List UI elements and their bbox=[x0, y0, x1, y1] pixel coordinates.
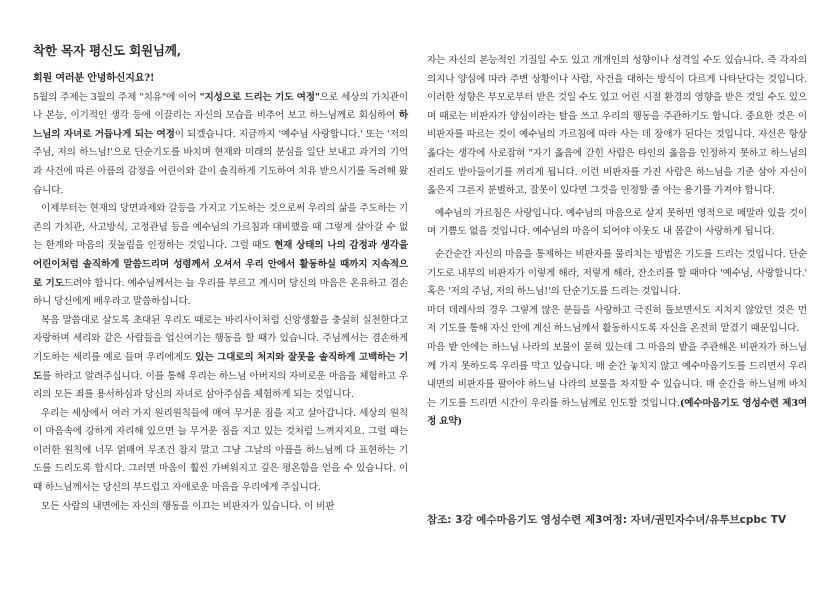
paragraph-1: 5월의 주제는 3월의 주제 "치유"에 이어 "지성으로 드리는 기도 여정"으로 세상의 가치관이나 본능, 이기적인 생각 등에 이끌리는 자신의 모습을 비추어 보고 하느님께로 회심하여 하느님의 자녀로 거듭나게 되는 여정이 되겠습니다. 지금까지 '예수님 사랑합니다.' 또는 '저의 주님, 저의 하느님!'으로 단순기도를 바치며 현재와 미래의 분심을 일단 보내고 과거의 기억과 사건에 따른 아픔의 감정을 어린이와 같이 솔직하게 기도하여 치유 받으시기를 독려해 왔습니다. bbox=[33, 91, 409, 196]
paragraph-8: 순간순간 자신의 마음을 통제하는 비판자를 물리치는 방법은 기도를 드리는 것입니다. 단순 기도로 내부의 비판자가 이렇게 해라, 저렇게 해라, 잔소리를 할 때마다 '예수님, 사랑합니다.' 혹은 '저의 주님, 저의 하느님!'의 단순기도를 드리는 것입니다. bbox=[427, 248, 807, 298]
paragraph-6: 자는 자신의 본능적인 기질일 수도 있고 개개인의 성향이나 성격일 수도 있습니다. 즉 각자의 의지나 양심에 따라 주변 상황이나 사람, 사건을 대하는 방식이 다르게 나타난다는 것입니다. 이러한 성향은 부모로부터 받은 것일 수도 있고 어린 시절 환경의 영향을 받은 것일 수도 있으며 때로는 비판자가 양심이라는 탈을 쓰고 우리의 행동을 주관하기도 합니다. 중요한 것은 이 비판자를 따르는 것이 예수님의 가르침에 따라 사는 데 장애가 된다는 것입니다. 자신은 항상 옳다는 생각에 사로잡혀 "자기 옳음에 갇힌 사람은 타인의 옳음을 인정하지 못하고 하느님의 진리도 받아들이기를 꺼리게 됩니다. 이런 비판자를 가진 사람은 하느님을 기준 삼아 자신이 옳은지 그른지 분별하고, 잘못이 있다면 그것을 인정할 줄 아는 용기를 가져야 합니다. bbox=[427, 55, 807, 197]
paragraph-2: 이제부터는 현재의 당면과제와 갈등을 가지고 기도하는 것으로써 우리의 삶을 주도하는 기존의 가치관, 사고방식, 고정관념 등을 예수님의 가르침과 대비했을 때 그렇게 살아갈 수 없는 한계와 마음의 짓눌림을 인정하는 것입니다. 그럴 때도 현재 상태의 나의 감정과 생각을 어린이처럼 솔직하게 말씀드리며 성령께서 오셔서 우리 안에서 활동하실 때까지 지속적으로 기도드려야 합니다. 예수님께서는 늘 우리를 부르고 계시며 당신의 마음은 온유하고 겸손하니 당신에게 배우라고 말씀하십니다. bbox=[33, 203, 408, 308]
paragraph-10: 마음 밭 안에는 하느님 나라의 보물이 묻혀 있는데 그 마음의 밭을 주관해온 비판자가 하느님께 가지 못하도록 우리를 막고 있습니다. 매 순간 놓치지 않고 예수마음기도를 드리면서 우리 내면의 비판자를 팔아야 하느님 나라의 보물을 차지할 수 있습니다. 매 순간을 하느님께 바치는 기도를 드리면 시간이 우리를 하느님께로 인도할 것입니다.(예수마음기도 영성수련 제3여정 요약) bbox=[427, 341, 807, 428]
letter-title: 착한 목자 평신도 회원님께, bbox=[33, 43, 181, 58]
paragraph-7: 예수님의 가르침은 사랑입니다. 예수님의 마음으로 살지 못하면 영적으로 메말라 있을 것이며 기쁨도 없을 것입니다. 예수님의 마음이 되어야 이웃도 내 몸같이 사랑하게 됩니다. bbox=[427, 207, 807, 238]
paragraph-3: 복음 말씀대로 살도록 초대된 우리도 때로는 바리사이처럼 신앙생활을 충실히 실천한다고 자랑하며 세리와 같은 사람들을 업신여기는 행동을 할 때가 있습니다. 주님께서는 겸손하게 기도하는 세리를 예로 들며 우리에게도 있는 그대로의 처지와 잘못을 솔직하게 고백하는 기도를 하라고 알려주십니다. 이를 통해 우리는 하느님 아버지의 자비로운 마음을 체험하고 우리의 모든 죄를 용서하심과 당신의 자녀로 삼아주심을 체험하게 되는 것입니다. bbox=[33, 314, 408, 401]
right-column bbox=[427, 52, 807, 432]
reference-note: 참조: 3강 예수마음기도 영성수련 제3여정: 자녀/권민자수녀/유투브cpbc TV bbox=[427, 514, 787, 526]
paragraph-5: 모든 사람의 내면에는 자신의 행동을 이끄는 비판자가 있습니다. 이 비판 bbox=[41, 500, 335, 512]
greeting: 회원 여러분 안녕하신지요?! bbox=[33, 73, 155, 84]
paragraph-9: 마더 데레사의 경우 그렇게 많은 분들을 사랑하고 극진히 돌보면서도 지치지 않았던 것은 먼저 기도를 통해 자신 안에 계신 하느님께서 활동하시도록 자신을 온전히 맡겼기 때문입니다. bbox=[427, 304, 807, 335]
paragraph-4: 우리는 세상에서 여러 가지 원리원칙들에 매여 무거운 짐을 지고 살아갑니다. 세상의 원칙이 마음속에 강하게 자리해 있으면 늘 무거운 짐을 지고 있는 것처럼 느껴지지요. 그럴 때는 이러한 원칙에 너무 얽매여 무조건 참지 말고 그냥 그날의 아픔을 하느님께 다 표현하는 기도를 드리도록 합시다. 그러면 마음이 훨씬 가벼워지고 깊은 평온함을 얻을 수 있습니다. 이때 하느님께서는 당신의 부드럽고 자애로운 마음을 우리에게 주십니다. bbox=[33, 407, 408, 494]
left-column bbox=[33, 42, 408, 516]
